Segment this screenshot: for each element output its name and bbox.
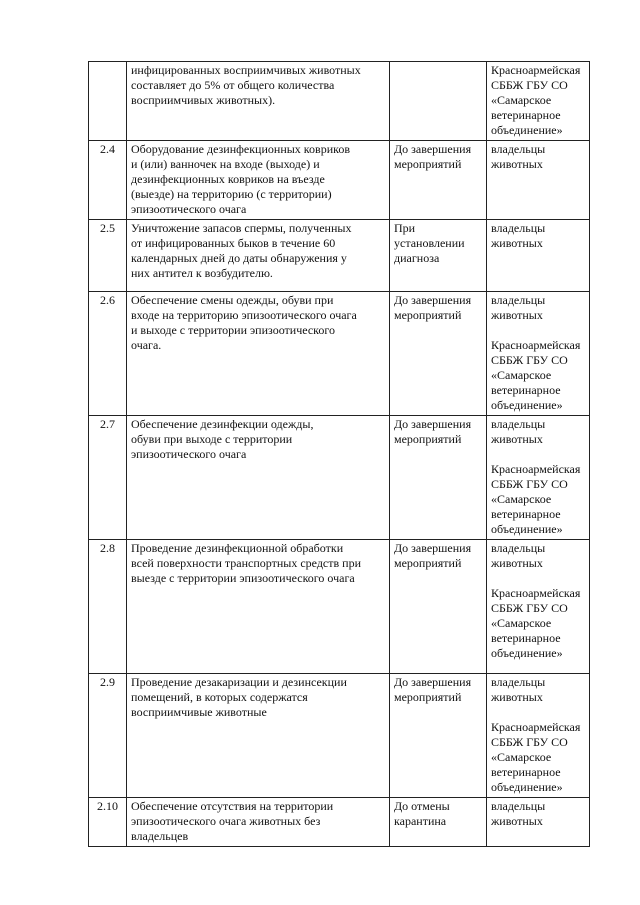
cell-line: мероприятий <box>394 432 462 446</box>
cell-line: «Самарское <box>491 368 552 382</box>
measures-table <box>88 61 590 847</box>
cell-line: владельцы <box>491 142 546 156</box>
cell-line: Красноармейская <box>491 338 581 352</box>
term-cell <box>390 416 487 540</box>
cell-line: эпизоотического очага <box>131 202 247 216</box>
action-cell <box>127 674 390 798</box>
cell-line: ветеринарное <box>491 631 561 645</box>
cell-line: дезинфекционных ковриков на въезде <box>131 172 325 186</box>
cell-line: Оборудование дезинфекционных ковриков <box>131 142 351 156</box>
cell-line: эпизоотического очага животных без <box>131 814 321 828</box>
cell-line: До завершения <box>394 417 472 431</box>
action-cell <box>127 416 390 540</box>
table-row <box>89 220 590 292</box>
cell-line: ветеринарное <box>491 383 561 397</box>
cell-line: СББЖ ГБУ СО <box>491 78 568 92</box>
cell-line: Обеспечение смены одежды, обуви при <box>131 293 334 307</box>
responsible-cell <box>487 416 590 540</box>
row-number: 2.8 <box>89 540 127 674</box>
cell-line: животных <box>491 432 543 446</box>
cell-line: объединение» <box>491 780 563 794</box>
cell-line: карантина <box>394 814 447 828</box>
cell-line: ветеринарное <box>491 765 561 779</box>
term-cell <box>390 798 487 847</box>
cell-line: Обеспечение отсутствия на территории <box>131 799 334 813</box>
cell-line: составляет до 5% от общего количества <box>131 78 335 92</box>
table-row <box>89 292 590 416</box>
cell-line: До завершения <box>394 142 472 156</box>
responsible-cell <box>487 62 590 141</box>
cell-line: ветеринарное <box>491 507 561 521</box>
cell-line: мероприятий <box>394 308 462 322</box>
action-cell <box>127 141 390 220</box>
cell-line: животных <box>491 690 543 704</box>
cell-line: мероприятий <box>394 556 462 570</box>
cell-line: «Самарское <box>491 616 552 630</box>
row-number: 2.6 <box>89 292 127 416</box>
action-cell <box>127 62 390 141</box>
cell-line: Проведение дезинфекционной обработки <box>131 541 344 555</box>
cell-line: Уничтожение запасов спермы, полученных <box>131 221 352 235</box>
group-gap <box>491 447 585 462</box>
cell-line: выезде с территории эпизоотического очага <box>131 571 355 585</box>
action-cell <box>127 220 390 292</box>
group-gap <box>491 571 585 586</box>
action-cell <box>127 798 390 847</box>
cell-line: Обеспечение дезинфекции одежды, <box>131 417 314 431</box>
cell-line: входе на территорию эпизоотического очага <box>131 308 357 322</box>
row-number: 2.9 <box>89 674 127 798</box>
table-row <box>89 141 590 220</box>
table-row <box>89 540 590 674</box>
term-cell <box>390 62 487 141</box>
cell-line: животных <box>491 236 543 250</box>
cell-line: владельцев <box>131 829 189 843</box>
group-gap <box>491 323 585 338</box>
cell-line: восприимчивые животные <box>131 705 267 719</box>
cell-line: мероприятий <box>394 690 462 704</box>
cell-line: СББЖ ГБУ СО <box>491 353 568 367</box>
cell-line: и (или) ванночек на входе (выходе) и <box>131 157 320 171</box>
row-number: 2.7 <box>89 416 127 540</box>
row-number: 2.4 <box>89 141 127 220</box>
cell-line: «Самарское <box>491 93 552 107</box>
cell-line: «Самарское <box>491 492 552 506</box>
cell-line: Проведение дезакаризации и дезинсекции <box>131 675 347 689</box>
cell-line: Красноармейская <box>491 586 581 600</box>
cell-line: животных <box>491 308 543 322</box>
cell-line: При <box>394 221 416 235</box>
cell-line: объединение» <box>491 398 563 412</box>
row-number: 2.5 <box>89 220 127 292</box>
cell-line: владельцы <box>491 221 546 235</box>
cell-line: животных <box>491 814 543 828</box>
cell-line: Красноармейская <box>491 63 581 77</box>
cell-line: владельцы <box>491 799 546 813</box>
row-number: 2.10 <box>89 798 127 847</box>
term-cell <box>390 540 487 674</box>
cell-line: СББЖ ГБУ СО <box>491 735 568 749</box>
responsible-cell <box>487 674 590 798</box>
responsible-cell <box>487 292 590 416</box>
cell-line: «Самарское <box>491 750 552 764</box>
responsible-cell <box>487 540 590 674</box>
cell-line: владельцы <box>491 417 546 431</box>
cell-line: мероприятий <box>394 157 462 171</box>
term-cell <box>390 220 487 292</box>
cell-line: объединение» <box>491 123 563 137</box>
cell-line: очага. <box>131 338 162 352</box>
responsible-cell <box>487 141 590 220</box>
cell-line: СББЖ ГБУ СО <box>491 601 568 615</box>
cell-line: Красноармейская <box>491 720 581 734</box>
cell-line: владельцы <box>491 293 546 307</box>
term-cell <box>390 292 487 416</box>
action-cell <box>127 292 390 416</box>
row-number <box>89 62 127 141</box>
cell-line: объединение» <box>491 646 563 660</box>
table-row <box>89 674 590 798</box>
cell-line: от инфицированных быков в течение 60 <box>131 236 336 250</box>
cell-line: До завершения <box>394 293 472 307</box>
cell-line: диагноза <box>394 251 440 265</box>
cell-line: владельцы <box>491 675 546 689</box>
cell-line: До отмены <box>394 799 450 813</box>
cell-line: владельцы <box>491 541 546 555</box>
group-gap <box>491 705 585 720</box>
responsible-cell <box>487 220 590 292</box>
action-cell <box>127 540 390 674</box>
cell-line: восприимчивых животных). <box>131 93 276 107</box>
cell-line: обуви при выходе с территории <box>131 432 293 446</box>
responsible-cell <box>487 798 590 847</box>
cell-line: объединение» <box>491 522 563 536</box>
cell-line: СББЖ ГБУ СО <box>491 477 568 491</box>
table-row <box>89 416 590 540</box>
cell-line: помещений, в которых содержатся <box>131 690 308 704</box>
cell-line: (выезде) на территорию (с территории) <box>131 187 332 201</box>
cell-line: До завершения <box>394 541 472 555</box>
cell-line: Красноармейская <box>491 462 581 476</box>
cell-line: ветеринарное <box>491 108 561 122</box>
measures-table-body <box>89 62 590 847</box>
cell-line: календарных дней до даты обнаружения у <box>131 251 347 265</box>
cell-line: животных <box>491 157 543 171</box>
cell-line: инфицированных восприимчивых животных <box>131 63 361 77</box>
cell-line: них антител к возбудителю. <box>131 266 273 280</box>
cell-line: эпизоотического очага <box>131 447 247 461</box>
table-row <box>89 62 590 141</box>
cell-line: всей поверхности транспортных средств при <box>131 556 362 570</box>
term-cell <box>390 674 487 798</box>
cell-line: и выходе с территории эпизоотического <box>131 323 336 337</box>
cell-line: установлении <box>394 236 465 250</box>
term-cell <box>390 141 487 220</box>
table-row <box>89 798 590 847</box>
cell-line: животных <box>491 556 543 570</box>
cell-line: До завершения <box>394 675 472 689</box>
